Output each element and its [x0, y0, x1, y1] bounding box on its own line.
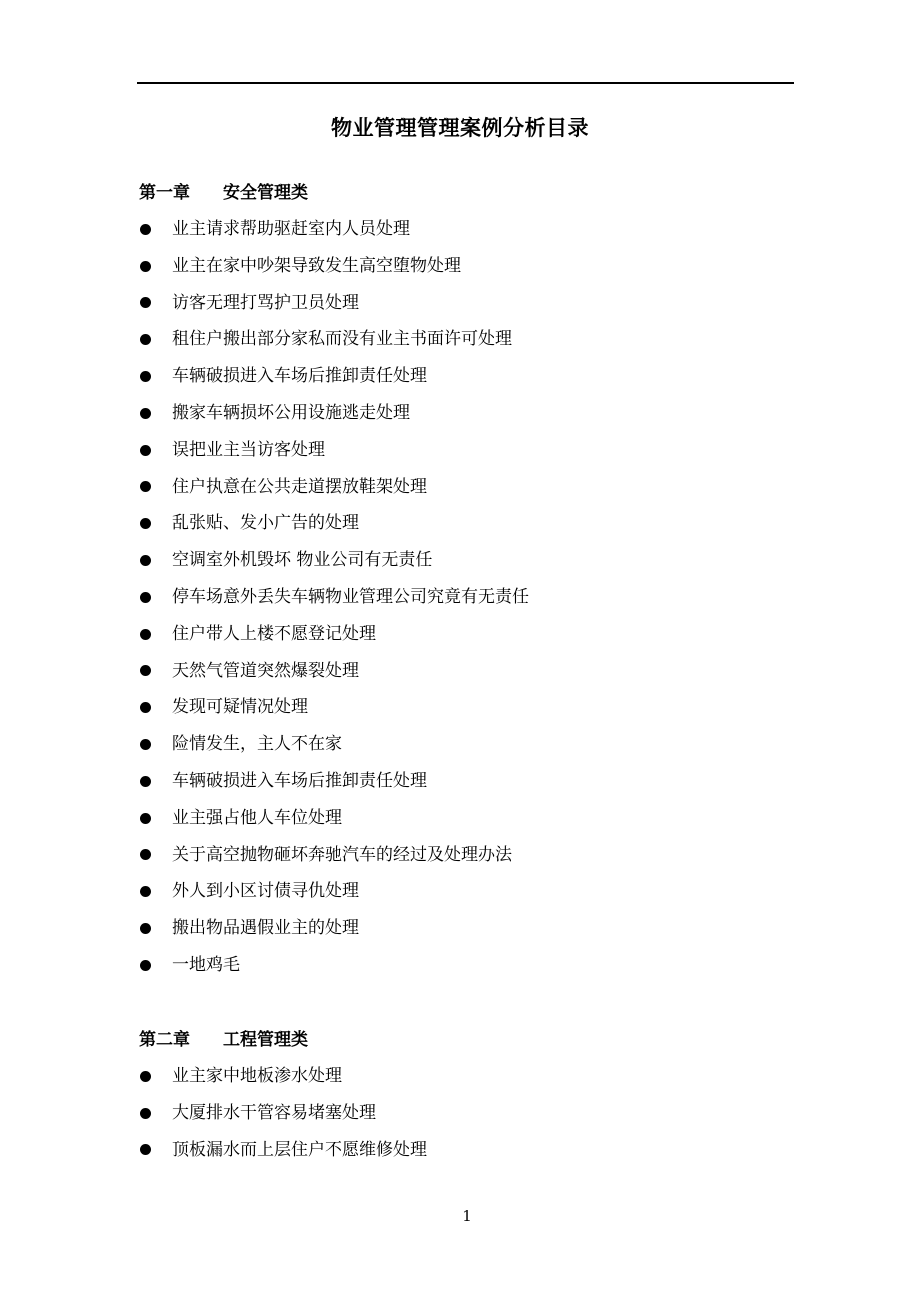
- header-rule: [137, 82, 794, 84]
- list-item: [139, 689, 529, 726]
- bullet-icon: [140, 555, 151, 566]
- list-item-text: 车辆破损进入车场后推卸责任处理: [172, 770, 427, 791]
- list-item-text: 住户执意在公共走道摆放鞋架处理: [172, 476, 427, 497]
- chapter-name: 工程管理类: [223, 1030, 308, 1050]
- bullet-icon: [140, 445, 151, 456]
- bullet-icon: [140, 1108, 151, 1119]
- bullet-icon: [140, 739, 151, 750]
- bullet-icon: [140, 776, 151, 787]
- list-item-text: 访客无理打骂护卫员处理: [172, 292, 359, 313]
- bullet-icon: [140, 886, 151, 897]
- list-item: [139, 910, 529, 947]
- chapter-name: 安全管理类: [223, 183, 308, 203]
- bullet-icon: [140, 224, 151, 235]
- list-item: [139, 726, 529, 763]
- list-item: [139, 579, 529, 616]
- list-item-text: 险情发生，主人不在家: [172, 734, 342, 755]
- list-item: [139, 432, 529, 469]
- list-item: [139, 321, 529, 358]
- list-item: [139, 505, 529, 542]
- chapter-number: 第二章: [139, 1030, 190, 1050]
- chapter-1-item-list: [139, 211, 529, 984]
- list-item-text: 车辆破损进入车场后推卸责任处理: [172, 366, 427, 387]
- list-item-text: 停车场意外丢失车辆物业管理公司究竟有无责任: [172, 586, 529, 607]
- list-item-text: 一地鸡毛: [172, 954, 240, 975]
- list-item-text: 业主强占他人车位处理: [172, 807, 342, 828]
- chapter-number: 第一章: [139, 183, 190, 203]
- list-item-text: 业主在家中吵架导致发生高空堕物处理: [172, 255, 461, 276]
- list-item-text: 顶板漏水而上层住户不愿维修处理: [172, 1139, 427, 1160]
- list-item: [139, 358, 529, 395]
- list-item-text: 乱张贴、发小广告的处理: [172, 513, 359, 534]
- bullet-icon: [140, 518, 151, 529]
- bullet-icon: [140, 297, 151, 308]
- list-item: [139, 837, 529, 874]
- document-title: 物业管理管理案例分析目录: [331, 115, 589, 140]
- list-item: [139, 653, 529, 690]
- list-item-text: 搬家车辆损坏公用设施逃走处理: [172, 402, 410, 423]
- bullet-icon: [140, 960, 151, 971]
- list-item-text: 搬出物品遇假业主的处理: [172, 918, 359, 939]
- bullet-icon: [140, 665, 151, 676]
- list-item: [139, 395, 529, 432]
- list-item: [139, 469, 529, 506]
- list-item: [139, 1132, 427, 1169]
- list-item-text: 误把业主当访客处理: [172, 439, 325, 460]
- list-item-text: 业主请求帮助驱赶室内人员处理: [172, 219, 410, 239]
- chapter-heading-2: [139, 1028, 308, 1052]
- list-item-text: 外人到小区讨债寻仇处理: [172, 881, 359, 902]
- list-item: [139, 211, 529, 248]
- list-item-text: 关于高空抛物砸坏奔驰汽车的经过及处理办法: [172, 844, 512, 865]
- bullet-icon: [140, 813, 151, 824]
- list-item-text: 大厦排水干管容易堵塞处理: [172, 1102, 376, 1123]
- bullet-icon: [140, 923, 151, 934]
- list-item: [139, 542, 529, 579]
- list-item-text: 空调室外机毁坏 物业公司有无责任: [172, 550, 433, 571]
- list-item-text: 发现可疑情况处理: [172, 697, 308, 718]
- page-number: 1: [462, 1207, 472, 1225]
- list-item-text: 天然气管道突然爆裂处理: [172, 660, 359, 681]
- bullet-icon: [140, 334, 151, 345]
- bullet-icon: [140, 592, 151, 603]
- list-item-text: 租住户搬出部分家私而没有业主书面许可处理: [172, 329, 512, 350]
- bullet-icon: [140, 261, 151, 272]
- bullet-icon: [140, 408, 151, 419]
- bullet-icon: [140, 702, 151, 713]
- bullet-icon: [140, 629, 151, 640]
- list-item: [139, 800, 529, 837]
- bullet-icon: [140, 1071, 151, 1082]
- list-item: [139, 1058, 427, 1095]
- chapter-heading-1: [139, 181, 308, 205]
- bullet-icon: [140, 849, 151, 860]
- list-item: [139, 285, 529, 322]
- list-item-text: 住户带人上楼不愿登记处理: [172, 623, 376, 644]
- list-item: [139, 763, 529, 800]
- bullet-icon: [140, 1144, 151, 1155]
- list-item: [139, 1095, 427, 1132]
- list-item: [139, 947, 529, 984]
- list-item: [139, 873, 529, 910]
- bullet-icon: [140, 481, 151, 492]
- list-item: [139, 248, 529, 285]
- list-item: [139, 616, 529, 653]
- chapter-2-item-list: [139, 1058, 427, 1168]
- list-item-text: 业主家中地板渗水处理: [172, 1066, 342, 1086]
- bullet-icon: [140, 371, 151, 382]
